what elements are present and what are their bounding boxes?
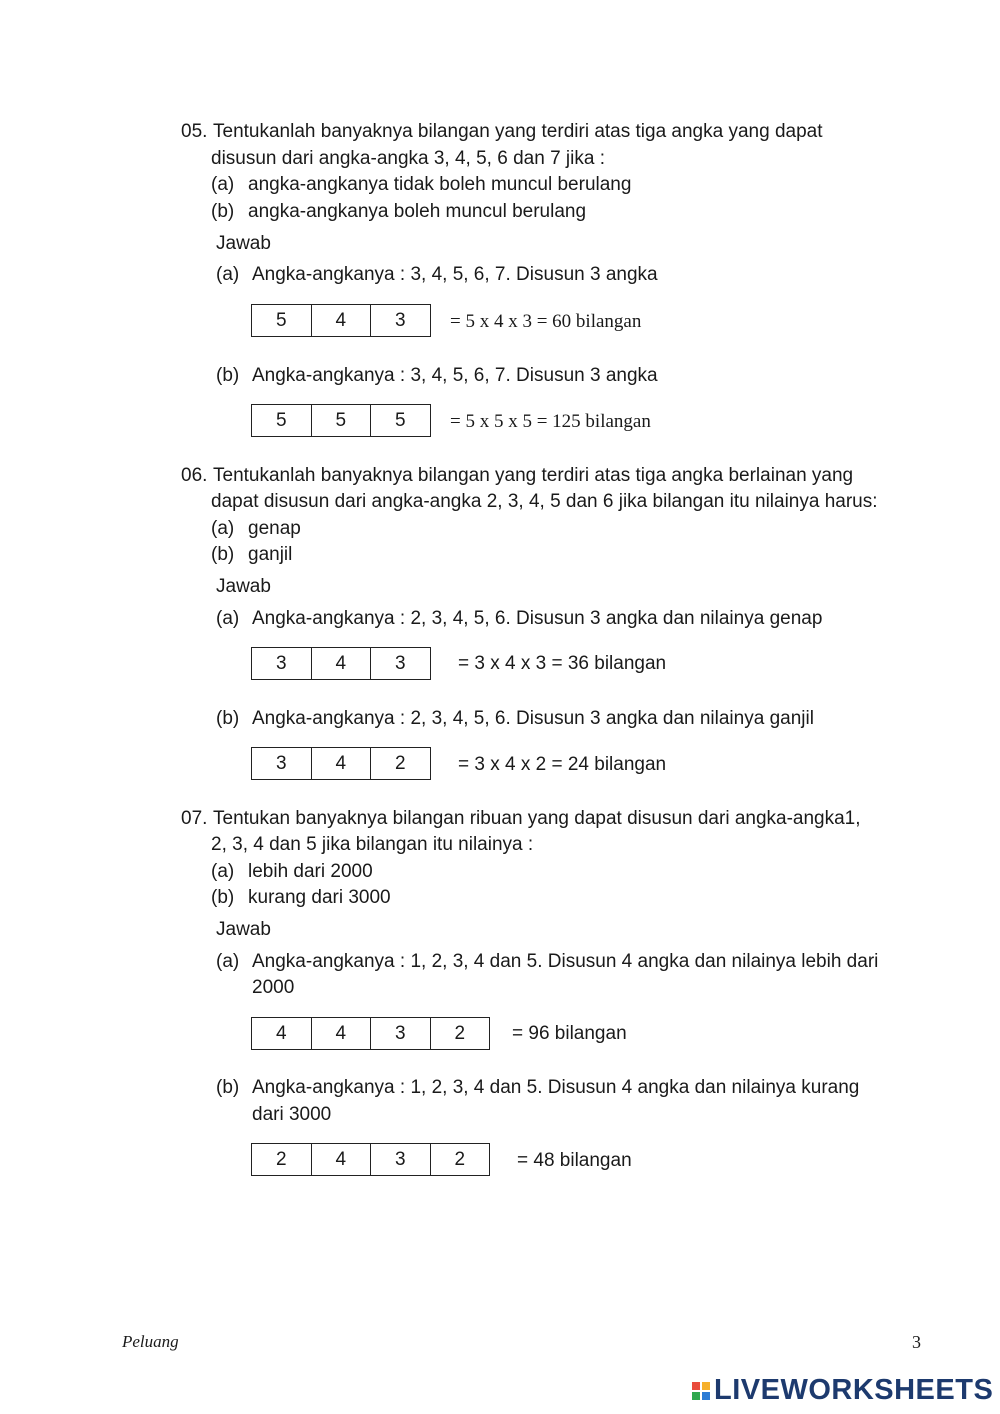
- q07-ans-b-label: (b): [216, 1077, 240, 1098]
- q07-opt-a: lebih dari 2000: [248, 861, 373, 882]
- logo-square: [692, 1392, 700, 1400]
- q06-ans-a: Angka-angkanya : 2, 3, 4, 5, 6. Disusun 3 angka dan nilainya genap: [252, 608, 823, 629]
- q05-line2: disusun dari angka-angka 3, 4, 5, 6 dan 7 jika :: [211, 148, 605, 169]
- digit-box: 5: [371, 405, 431, 436]
- logo-grid-icon: [692, 1382, 710, 1400]
- q07-boxes-b: [251, 1143, 490, 1176]
- digit-box: 5: [252, 305, 312, 336]
- q06-opt-a-label: (a): [211, 518, 235, 539]
- digit-box: 3: [252, 648, 312, 679]
- q06-opt-b: ganjil: [248, 544, 293, 565]
- digit-box: 4: [312, 1018, 372, 1049]
- q06-ans-a-label: (a): [216, 608, 240, 629]
- digit-box: 5: [312, 405, 372, 436]
- q07-line2: 2, 3, 4 dan 5 jika bilangan itu nilainya :: [211, 834, 534, 855]
- q05-ans-b-label: (b): [216, 365, 240, 386]
- q05-ans-b: Angka-angkanya : 3, 4, 5, 6, 7. Disusun 3 angka: [252, 365, 658, 386]
- q05-opt-a-label: (a): [211, 174, 235, 195]
- q07-jawab: Jawab: [216, 919, 271, 940]
- logo-square: [702, 1392, 710, 1400]
- q06-result-b: = 3 x 4 x 2 = 24 bilangan: [458, 754, 667, 775]
- q07-ans-a-label: (a): [216, 951, 240, 972]
- q06-line1: Tentukanlah banyaknya bilangan yang terdiri atas tiga angka berlainan yang: [213, 465, 854, 486]
- digit-box: 4: [312, 305, 372, 336]
- digit-box: 3: [371, 305, 431, 336]
- q07-opt-a-label: (a): [211, 861, 235, 882]
- q07-ans-b-line1: Angka-angkanya : 1, 2, 3, 4 dan 5. Disusun 4 angka dan nilainya kurang: [252, 1077, 860, 1098]
- digit-box: 4: [252, 1018, 312, 1049]
- q05-boxes-a: [251, 304, 431, 337]
- q05-line1: Tentukanlah banyaknya bilangan yang terdiri atas tiga angka yang dapat: [213, 121, 823, 142]
- digit-box: 2: [431, 1018, 491, 1049]
- q05-ans-a: Angka-angkanya : 3, 4, 5, 6, 7. Disusun 3 angka: [252, 264, 658, 285]
- q06-boxes-a: [251, 647, 431, 680]
- q06-ans-b-label: (b): [216, 708, 240, 729]
- digit-box: 2: [371, 748, 431, 779]
- digit-box: 3: [252, 748, 312, 779]
- digit-box: 4: [312, 648, 372, 679]
- logo-text: LIVEWORKSHEETS: [714, 1374, 994, 1406]
- q05-result-a: = 5 x 4 x 3 = 60 bilangan: [450, 311, 642, 332]
- q06-line2: dapat disusun dari angka-angka 2, 3, 4, 5 dan 6 jika bilangan itu nilainya harus:: [211, 491, 878, 512]
- q06-number: 06.: [181, 465, 208, 486]
- digit-box: 3: [371, 1018, 431, 1049]
- q05-opt-b-label: (b): [211, 201, 235, 222]
- q05-jawab: Jawab: [216, 233, 271, 254]
- q06-ans-b: Angka-angkanya : 2, 3, 4, 5, 6. Disusun 3 angka dan nilainya ganjil: [252, 708, 814, 729]
- digit-box: 5: [252, 405, 312, 436]
- q06-jawab: Jawab: [216, 576, 271, 597]
- q05-opt-b: angka-angkanya boleh muncul berulang: [248, 201, 587, 222]
- logo-square: [692, 1382, 700, 1390]
- liveworksheets-logo: [692, 1374, 993, 1407]
- q06-opt-a: genap: [248, 518, 301, 539]
- q05-boxes-b: [251, 404, 431, 437]
- q07-opt-b-label: (b): [211, 887, 235, 908]
- digit-box: 4: [312, 1144, 372, 1175]
- q07-line1: Tentukan banyaknya bilangan ribuan yang dapat disusun dari angka-angka1,: [213, 808, 861, 829]
- digit-box: 3: [371, 1144, 431, 1175]
- digit-box: 2: [252, 1144, 312, 1175]
- q05-number: 05.: [181, 121, 208, 142]
- q06-opt-b-label: (b): [211, 544, 235, 565]
- q05-ans-a-label: (a): [216, 264, 240, 285]
- q07-ans-a-line2: 2000: [252, 977, 295, 998]
- digit-box: 4: [312, 748, 372, 779]
- digit-box: 2: [431, 1144, 491, 1175]
- q07-result-b: = 48 bilangan: [517, 1150, 632, 1171]
- q07-result-a: = 96 bilangan: [512, 1023, 627, 1044]
- q07-opt-b: kurang dari 3000: [248, 887, 391, 908]
- q05-result-b: = 5 x 5 x 5 = 125 bilangan: [450, 411, 651, 432]
- q06-result-a: = 3 x 4 x 3 = 36 bilangan: [458, 653, 667, 674]
- logo-square: [702, 1382, 710, 1390]
- q07-ans-b-line2: dari 3000: [252, 1104, 332, 1125]
- footer-title: Peluang: [122, 1332, 179, 1351]
- q05-opt-a: angka-angkanya tidak boleh muncul berulang: [248, 174, 632, 195]
- page-number: 3: [912, 1332, 921, 1352]
- q06-boxes-b: [251, 747, 431, 780]
- q07-boxes-a: [251, 1017, 490, 1050]
- digit-box: 3: [371, 648, 431, 679]
- q07-number: 07.: [181, 808, 208, 829]
- q07-ans-a-line1: Angka-angkanya : 1, 2, 3, 4 dan 5. Disusun 4 angka dan nilainya lebih dari: [252, 951, 879, 972]
